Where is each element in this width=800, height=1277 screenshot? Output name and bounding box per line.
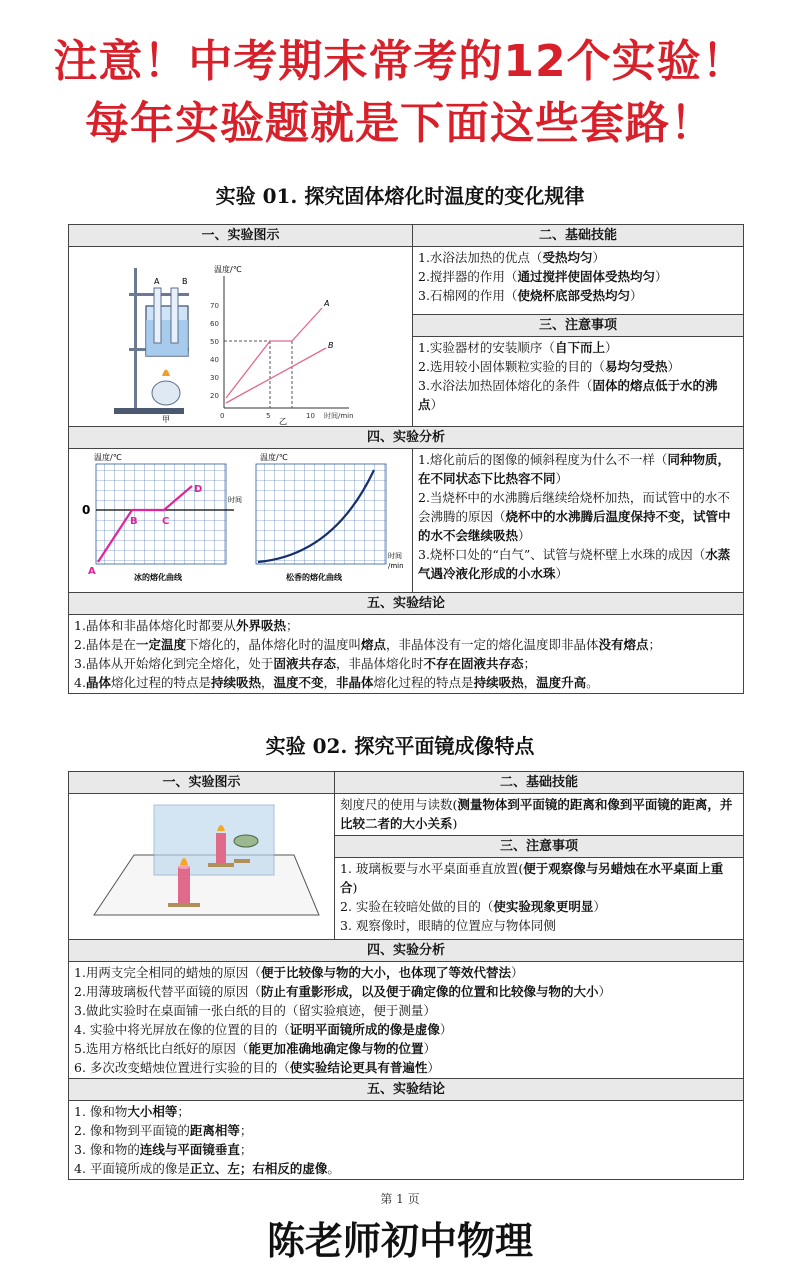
- exp1-conclusion-4: 4.晶体熔化过程的特点是持续吸热，温度不变，非晶体熔化过程的特点是持续吸热，温度升高。: [74, 675, 599, 690]
- exp1-basic-1: 1.水浴法加热的优点（受热均匀）: [418, 250, 605, 265]
- exp1-header-notes: 三、注意事项: [413, 315, 744, 337]
- fig1-xlabel: 时间/min: [324, 412, 354, 420]
- exp2-note-2: 2. 实验在较暗处做的目的（使实验现象更明显）: [340, 899, 606, 915]
- exp2-conclusion-1: 1. 像和物大小相等；: [74, 1104, 190, 1119]
- page-number: 第 1 页: [380, 1192, 420, 1206]
- exp2-conclusion-2: 2. 像和物到平面镜的距离相等；: [74, 1123, 253, 1138]
- exp1-conclusion-1: 1.晶体和非晶体熔化时都要从外界吸热；: [74, 618, 299, 633]
- headline-line-1: 注意！中考期末常考的12个实验！: [53, 36, 747, 87]
- exp1-analysis-2: 2.当烧杯中的水沸腾后继续给烧杯加热，而试管中的水不会沸腾的原因（烧杯中的水沸腾后温度保持不变，试管中的水不会继续吸热）: [418, 490, 731, 543]
- fig3-ylabel: 温度/℃: [260, 453, 288, 462]
- tube-b-label: B: [182, 277, 188, 286]
- exp1-note-3: 3.水浴法加热固体熔化的条件（固体的熔点低于水的沸点）: [418, 378, 718, 413]
- point-d: D: [194, 484, 203, 495]
- fig3-xunit: /min: [388, 562, 404, 570]
- exp1-figure-cell: [69, 247, 413, 427]
- exp1-conclusion: [69, 615, 744, 694]
- exp2-conclusion-3: 3. 像和物的连线与平面镜垂直；: [74, 1142, 253, 1157]
- fig1-xtick-5: 5: [266, 412, 271, 420]
- exp2-header-basic: 二、基础技能: [335, 772, 744, 794]
- fig2-caption: 冰的熔化曲线: [134, 573, 182, 582]
- exp1-conclusion-2: 2.晶体是在一定温度下熔化的，晶体熔化时的温度叫熔点，非晶体没有一定的熔化温度即非晶体没有熔点；: [74, 637, 662, 652]
- fig1-ytick-50: 50: [210, 338, 219, 346]
- experiment-2-title: 实验 02. 探究平面镜成像特点: [265, 734, 535, 758]
- point-b: B: [130, 516, 138, 527]
- exp2-note-3: 3. 观察像时，眼睛的位置应与物体同侧: [340, 918, 556, 934]
- exp1-basic-skills: [413, 247, 744, 315]
- exp1-note-1: 1.实验器材的安装顺序（自下而上）: [418, 340, 618, 356]
- fig2-zero: 0: [82, 503, 91, 517]
- fig3-xlabel: 时间: [388, 552, 402, 560]
- exp2-header-conclusion: 五、实验结论: [69, 1079, 744, 1101]
- point-a: A: [88, 566, 96, 577]
- exp2-analysis-2: 2.用薄玻璃板代替平面镜的原因（防止有重影形成，以及便于确定像的位置和比较像与物的大小）: [74, 984, 611, 999]
- exp1-header-analysis: 四、实验分析: [69, 427, 744, 449]
- exp1-analysis-1: 1.熔化前后的图像的倾斜程度为什么不一样（同种物质，在不同状态下比热容不同）: [418, 452, 730, 486]
- fig1-xtick-0: 0: [220, 412, 225, 420]
- label-jia: 甲: [162, 415, 170, 424]
- exp2-notes: [335, 858, 744, 940]
- point-c: C: [162, 516, 170, 527]
- experiment-1-table: [68, 224, 744, 694]
- label-yi: 乙: [279, 417, 287, 426]
- exp2-header-figure: 一、实验图示: [69, 772, 335, 794]
- experiment-2-table: [68, 771, 744, 1180]
- exp2-conclusion-4: 4. 平面镜所成的像是正立、左；右相反的虚像。: [74, 1161, 340, 1176]
- fig1-ytick-20: 20: [210, 392, 219, 400]
- exp1-header-figure: 一、实验图示: [69, 225, 413, 247]
- exp2-analysis-6: 6. 多次改变蜡烛位置进行实验的目的（使实验结论更具有普遍性）: [74, 1060, 440, 1075]
- exp2-header-analysis: 四、实验分析: [69, 940, 744, 962]
- exp2-basic-1: 刻度尺的使用与读数(测量物体到平面镜的距离和像到平面镜的距离，并比较二者的大小关系): [340, 797, 733, 831]
- fig1-ytick-30: 30: [210, 374, 219, 382]
- exp1-curves-cell: [69, 449, 413, 593]
- water-bath-apparatus-figure: [74, 248, 416, 426]
- fig3-caption: 松香的熔化曲线: [286, 573, 342, 582]
- exp2-analysis-3: 3.做此实验时在桌面铺一张白纸的目的（留实验痕迹，便于测量）: [74, 1003, 436, 1018]
- exp1-conclusion-3: 3.晶体从开始熔化到完全熔化，处于固液共存态，非晶体熔化时不存在固液共存态；: [74, 656, 536, 671]
- exp2-figure-cell: [69, 794, 335, 940]
- line-b-label: B: [328, 341, 334, 350]
- fig1-ytick-60: 60: [210, 320, 219, 328]
- exp1-basic-3: 3.石棉网的作用（使烧杯底部受热均匀）: [418, 288, 643, 303]
- exp1-notes: [413, 337, 744, 427]
- author-signature: 陈老师初中物理: [266, 1219, 533, 1263]
- exp2-analysis-5: 5.选用方格纸比白纸好的原因（能更加准确地确定像与物的位置）: [74, 1041, 436, 1056]
- exp2-conclusion: [69, 1101, 744, 1180]
- exp2-analysis-4: 4. 实验中将光屏放在像的位置的目的（证明平面镜所成的像是虚像）: [74, 1022, 453, 1037]
- exp1-analysis: [413, 449, 744, 593]
- exp2-analysis: [69, 962, 744, 1079]
- fig1-ytick-40: 40: [210, 356, 219, 364]
- exp2-analysis-1: 1.用两支完全相同的蜡烛的原因（便于比较像与物的大小，也体现了等效代替法）: [74, 965, 524, 980]
- fig1-ytick-70: 70: [210, 302, 219, 310]
- fig1-xtick-10: 10: [306, 412, 315, 420]
- exp2-note-1: 1. 玻璃板要与水平桌面垂直放置(便于观察像与另蜡烛在水平桌面上重合): [340, 861, 724, 896]
- headline-line-2: 每年实验题就是下面这些套路！: [85, 98, 715, 149]
- exp1-analysis-3: 3.烧杯口处的“白气”、试管与烧杯壁上水珠的成因（水蒸气遇冷液化形成的小水珠）: [418, 547, 731, 581]
- fig2-ylabel: 温度/℃: [94, 453, 122, 462]
- exp1-basic-2: 2.搅拌器的作用（通过搅拌使固体受热均匀）: [418, 269, 668, 284]
- exp1-header-basic: 二、基础技能: [413, 225, 744, 247]
- fig1-ylabel: 温度/℃: [214, 265, 242, 274]
- exp2-header-notes: 三、注意事项: [335, 836, 744, 858]
- exp1-note-2: 2.选用较小固体颗粒实验的目的（易均匀受热）: [418, 359, 680, 375]
- fig2-xlabel: 时间: [228, 496, 242, 504]
- melting-curves-figure: [74, 450, 416, 586]
- plane-mirror-apparatus-figure: [74, 795, 338, 933]
- tube-a-label: A: [154, 277, 160, 286]
- exp1-header-conclusion: 五、实验结论: [69, 593, 744, 615]
- experiment-1-title: 实验 01. 探究固体熔化时温度的变化规律: [215, 184, 585, 208]
- line-a-label: A: [324, 299, 330, 308]
- exp2-basic-skills: [335, 794, 744, 836]
